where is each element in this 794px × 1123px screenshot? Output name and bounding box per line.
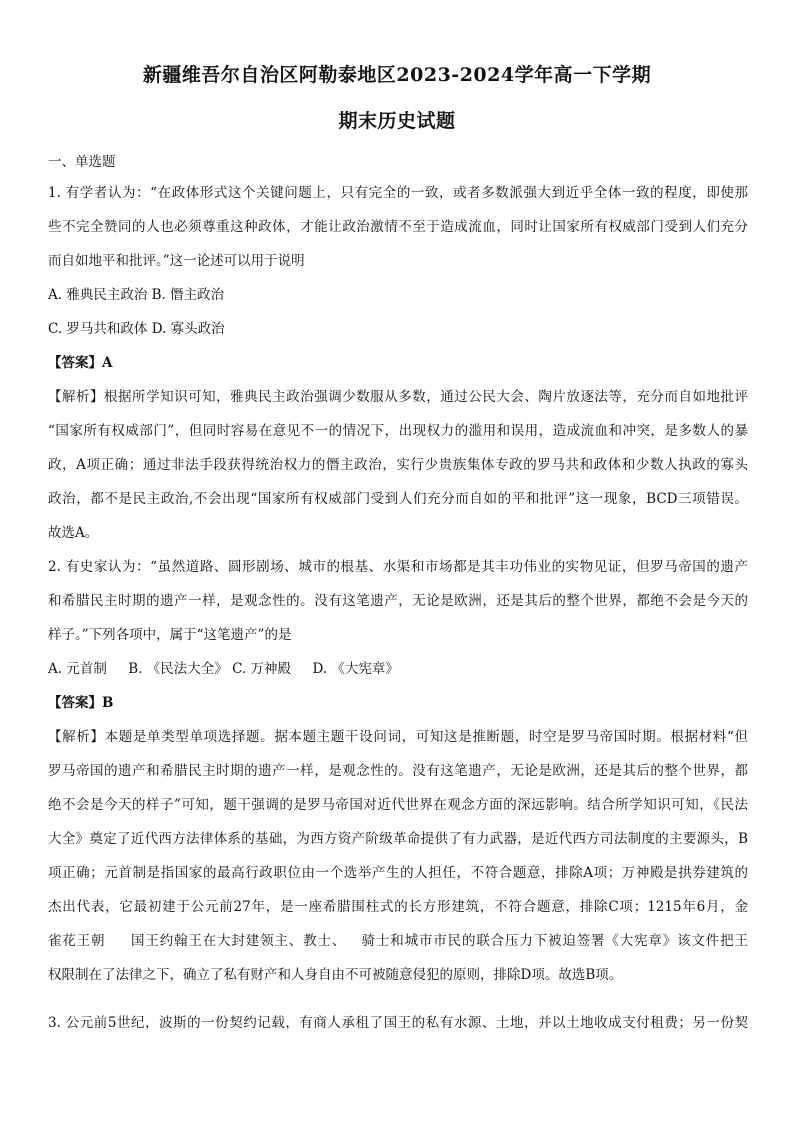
section-heading: 一、单选题 (48, 154, 116, 170)
question-1-analysis-line-4: 政治，都不是民主政治,不会出现“国家所有权威部门受到人们充分而自如的平和批评”这一现象，BCD三项错误。 (48, 491, 748, 507)
question-1-analysis-line-3: 政，A项正确；通过非法手段获得统治权力的僭主政治，实行少贵族集体专政的罗马共和政体和少数人执政的寡头 (48, 457, 748, 473)
question-2-analysis-line-7: 雀花王朝 国王约翰王在大封建领主、教士、 骑士和城市市民的联合压力下被迫签署《大宪章》该文件把王 (48, 933, 748, 949)
question-1-line-1: 1. 有学者认为：“在政体形式这个关键问题上，只有完全的一致，或者多数派强大到近乎全体一致的程度，即使那 (48, 185, 748, 201)
question-2-analysis-line-3: 绝不会是今天的样子”可知，题干强调的是罗马帝国对近代世界在观念方面的深远影响。结合所学知识可知，《民法 (48, 797, 748, 813)
question-1-line-3: 而自如地平和批评。”这一论述可以用于说明 (48, 253, 305, 269)
question-2-line-1: 2. 有史家认为：“虽然道路、圆形剧场、城市的根基、水渠和市场都是其丰功伟业的实物见证，但罗马帝国的遗产 (48, 559, 748, 575)
question-2-analysis-line-4: 大全》奠定了近代西方法律体系的基础，为西方资产阶级革命提供了有力武器，是近代西方司法制度的主要源头，B (48, 831, 748, 847)
question-2-line-2: 和希腊民主时期的遗产一样，是观念性的。没有这笔遗产，无论是欧洲，还是其后的整个世界，都绝不会是今天的 (48, 593, 748, 609)
question-1-options-ab: A. 雅典民主政治 B. 僭主政治 (48, 287, 225, 303)
question-1-line-2: 些不完全赞同的人也必须尊重这种政体，才能让政治激情不至于造成流血，同时让国家所有权威部门受到人们充分 (48, 219, 748, 235)
question-3 (48, 1006, 748, 1040)
exam-title-line2: 期末历史试题 (338, 110, 456, 132)
question-1-analysis-line-2: “国家所有权威部门”，但同时容易在意见不一的情况下，出现权力的滥用和误用，造成流血和冲突，是多数人的暴 (48, 423, 748, 439)
question-3-line-1: 3. 公元前5世纪，波斯的一份契约记载，有商人承租了国王的私有水源、土地，并以土地收成支付租费；另一份契 (48, 1015, 748, 1031)
question-2 (48, 550, 748, 992)
question-1-options-cd: C. 罗马共和政体 D. 寡头政治 (48, 321, 225, 337)
question-2-analysis-line-6: 杰出代表，它最初建于公元前27年，是一座希腊围柱式的长方形建筑，不符合题意，排除C项；1215年6月，金 (48, 899, 748, 915)
question-2-analysis-line-5: 项正确；元首制是指国家的最高行政职位由一个选举产生的人担任，不符合题意，排除A项；万神殿是拱券建筑的 (48, 865, 748, 881)
question-1-analysis-line-5: 故选A。 (48, 525, 99, 541)
question-2-answer: 【答案】B (48, 695, 114, 711)
question-2-analysis-line-2: 罗马帝国的遗产和希腊民主时期的遗产一样，是观念性的。没有这笔遗产，无论是欧洲，还是其后的整个世界，都 (48, 763, 748, 779)
question-2-options: A. 元首制 B. 《民法大全》 C. 万神殿 D. 《大宪章》 (48, 661, 399, 677)
question-1-answer: 【答案】A (48, 355, 113, 371)
question-1-analysis-line-1: 【解析】根据所学知识可知，雅典民主政治强调少数服从多数，通过公民大会、陶片放逐法等，充分而自如地批评 (48, 389, 748, 405)
question-2-analysis-line-8: 权限制在了法律之下，确立了私有财产和人身自由不可被随意侵犯的原则，排除D项。故选B项。 (48, 967, 623, 983)
question-1 (48, 176, 748, 550)
exam-title-line1: 新疆维吾尔自治区阿勒泰地区2023-2024学年高一下学期 (142, 64, 652, 86)
question-2-analysis-line-1: 【解析】本题是单类型单项选择题。据本题主题干设问词，可知这是推断题，时空是罗马帝国时期。根据材料“但 (48, 729, 748, 745)
question-2-line-3: 样子。”下列各项中，属于“这笔遗产”的是 (48, 627, 292, 643)
